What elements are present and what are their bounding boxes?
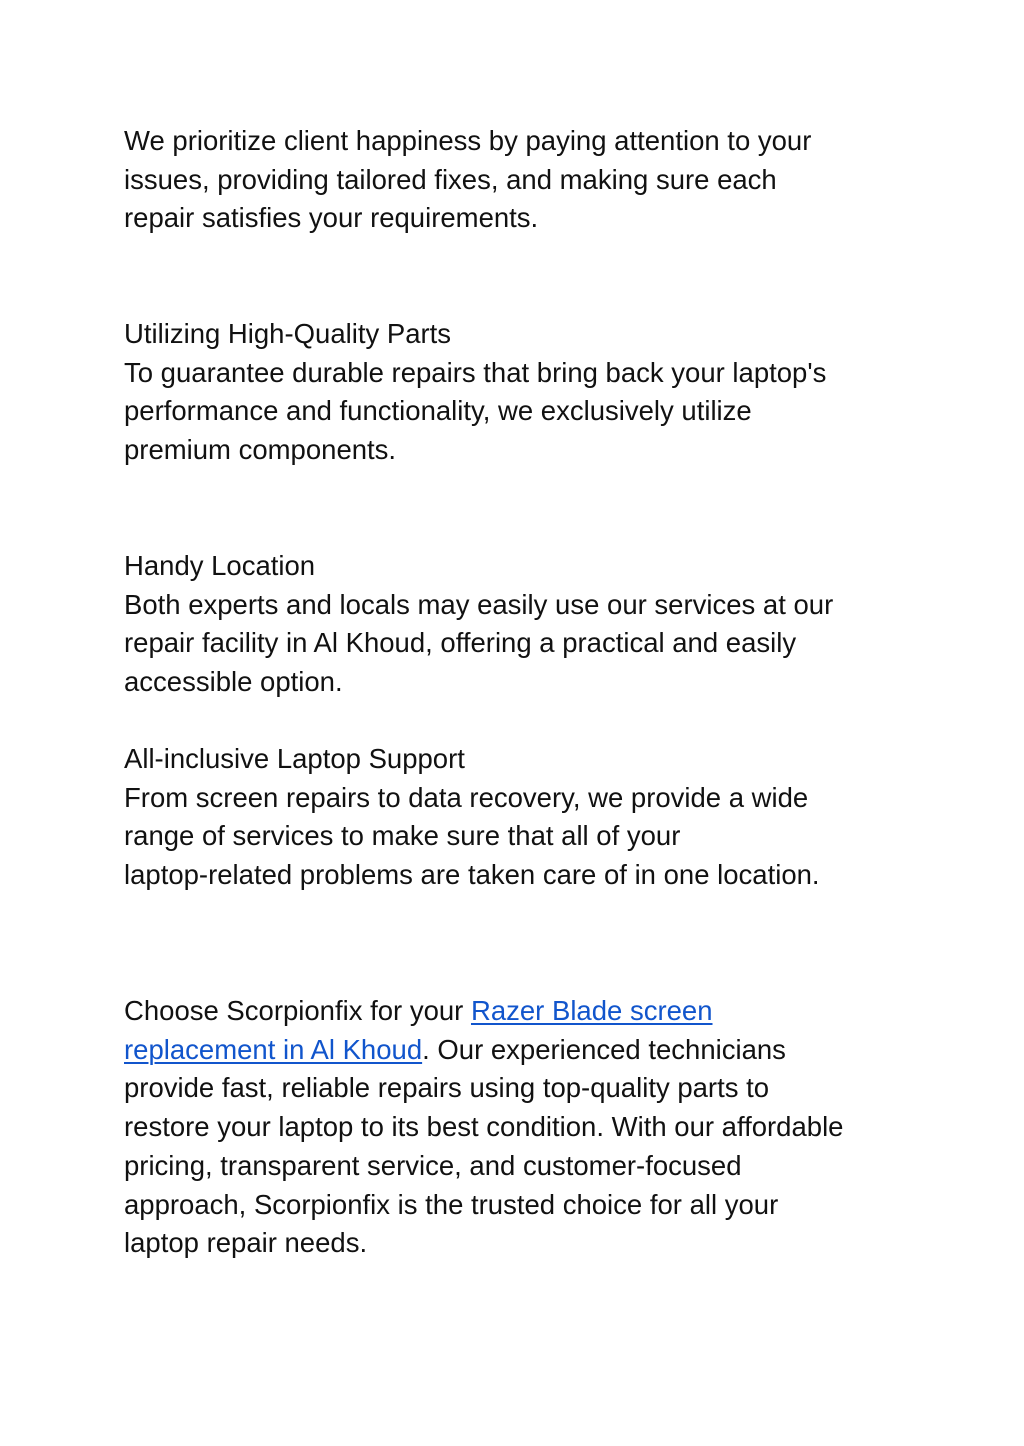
section-handy-location (124, 547, 904, 702)
text-line: laptop repair needs. (124, 1227, 368, 1259)
section-laptop-support (124, 740, 904, 895)
text-line: repair facility in Al Khoud, offering a practical and easily (124, 627, 797, 659)
section-heading: Handy Location (124, 550, 316, 581)
text-line: laptop-related problems are taken care of in one location. (124, 859, 820, 891)
closing-prefix: Choose Scorpionfix for your (124, 995, 471, 1026)
razer-blade-link-part1[interactable]: Razer Blade screen (470, 995, 713, 1026)
text-line: approach, Scorpionfix is the trusted choice for all your (124, 1188, 779, 1220)
text-line: Both experts and locals may easily use our services at our (124, 588, 834, 620)
text-line (124, 992, 904, 1031)
text-line: repair satisfies your requirements. (124, 202, 539, 234)
text-line: range of services to make sure that all of your (124, 820, 681, 852)
intro-paragraph (124, 122, 904, 238)
text-line: pricing, transparent service, and customer-focused (124, 1149, 742, 1181)
section-high-quality-parts (124, 315, 904, 470)
section-heading: Utilizing High-Quality Parts (124, 318, 452, 349)
text-line: restore your laptop to its best condition. With our affordable (124, 1111, 844, 1143)
text-line: premium components. (124, 434, 397, 466)
section-heading: All-inclusive Laptop Support (124, 743, 465, 774)
closing-paragraph (124, 992, 904, 1263)
text-line: We prioritize client happiness by paying attention to your (124, 125, 812, 156)
razer-blade-link-part2[interactable]: replacement in Al Khoud (124, 1033, 423, 1065)
text-line: performance and functionality, we exclusively utilize (124, 395, 752, 427)
text-line: To guarantee durable repairs that bring back your laptop's (124, 356, 827, 388)
text-line: issues, providing tailored fixes, and making sure each (124, 163, 777, 195)
text-line (124, 1031, 904, 1070)
text-line: From screen repairs to data recovery, we provide a wide (124, 781, 809, 813)
text-line: provide fast, reliable repairs using top-quality parts to (124, 1072, 770, 1104)
closing-suffix: . Our experienced technicians (422, 1033, 786, 1065)
text-line: accessible option. (124, 666, 343, 698)
